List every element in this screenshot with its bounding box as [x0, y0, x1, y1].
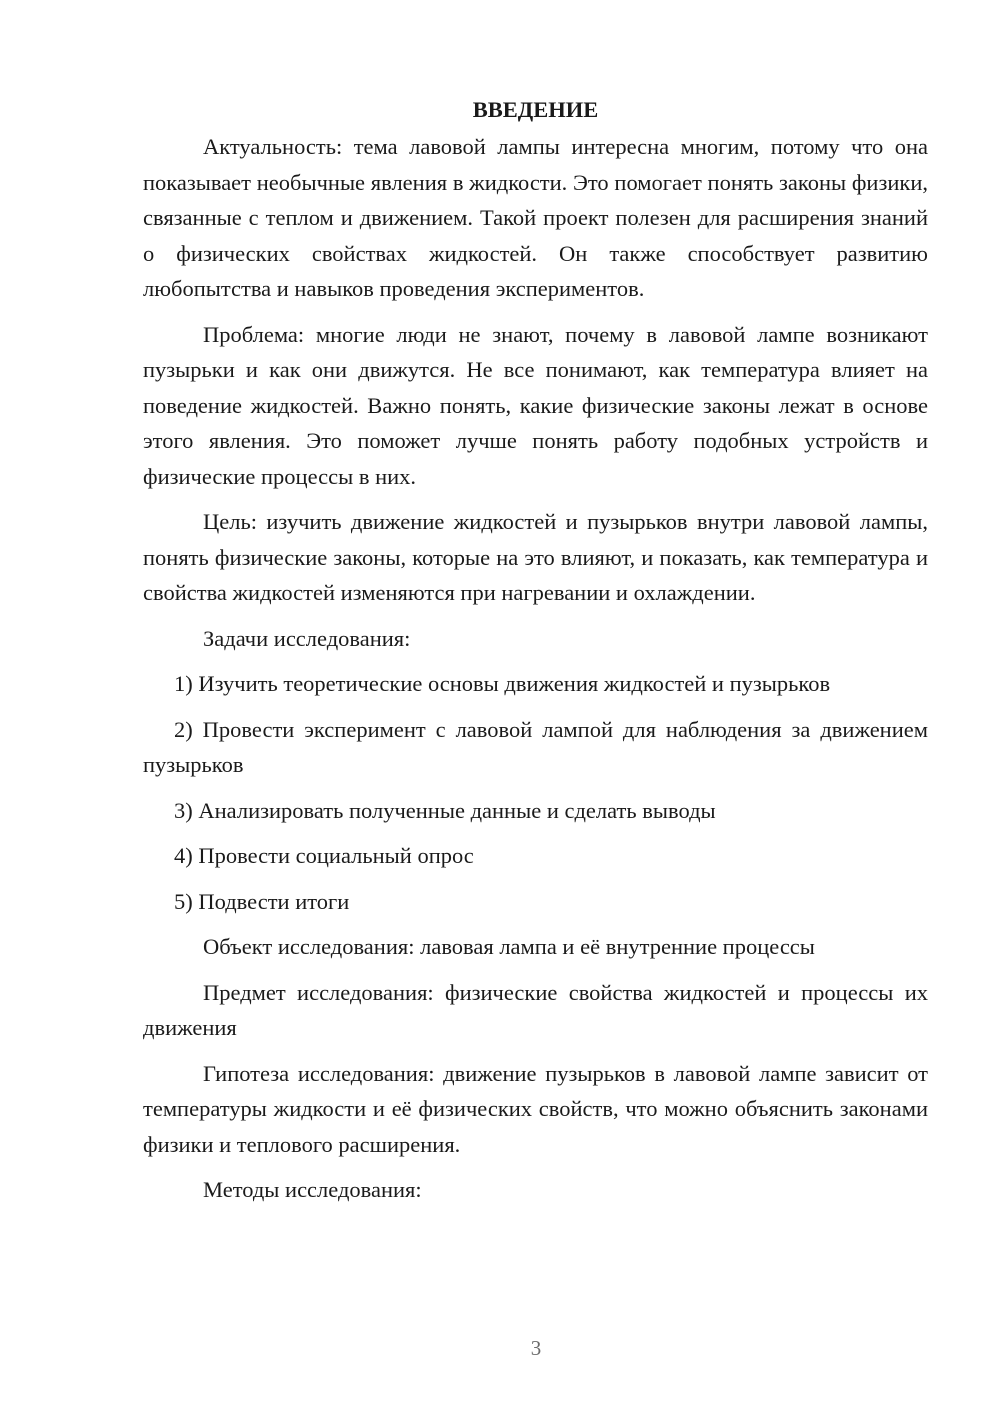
page-number: 3: [530, 1336, 542, 1360]
task-item: 2) Провести эксперимент с лавовой лампой для наблюдения за движением пузырьков: [143, 716, 928, 777]
methods-heading: Методы исследования:: [203, 1177, 422, 1202]
relevance-paragraph: Актуальность: тема лавовой лампы интересна многим, потому что она показывает необычные явления в жидкости. Это помогает понять законы физики, связанные с теплом и движением. Такой проект полезен для расширения знаний о физических свойствах жидкостей. Он также способствует развитию любопытства и навыков проведения экспериментов.: [143, 134, 928, 301]
research-object-paragraph: Объект исследования: лавовая лампа и её внутренние процессы: [203, 934, 815, 959]
hypothesis-paragraph: Гипотеза исследования: движение пузырьков в лавовой лампе зависит от температуры жидкости и её физических свойств, что можно объяснить законами физики и теплового расширения.: [143, 1060, 928, 1157]
goal-paragraph: Цель: изучить движение жидкостей и пузырьков внутри лавовой лампы, понять физические законы, которые на это влияют, и показать, как температура и свойства жидкостей изменяются при нагревании и охлаждении.: [143, 509, 928, 605]
research-subject-paragraph: Предмет исследования: физические свойства жидкостей и процессы их движения: [143, 979, 928, 1040]
section-title: ВВЕДЕНИЕ: [472, 97, 599, 122]
tasks-heading: Задачи исследования:: [203, 625, 411, 651]
problem-paragraph: Проблема: многие люди не знают, почему в лавовой лампе возникают пузырьки и как они движутся. Не все понимают, как температура влияет на поведение жидкостей. Важно понять, какие физические законы лежат в основе этого явления. Это поможет лучше понять работу подобных устройств и физические процессы в них.: [143, 321, 928, 489]
task-item: 3) Анализировать полученные данные и сделать выводы: [174, 797, 716, 823]
task-item: 1) Изучить теоретические основы движения жидкостей и пузырьков: [174, 671, 831, 696]
task-item: 5) Подвести итоги: [174, 888, 350, 914]
page-content: [143, 92, 928, 1208]
task-item: 4) Провести социальный опрос: [174, 843, 474, 868]
